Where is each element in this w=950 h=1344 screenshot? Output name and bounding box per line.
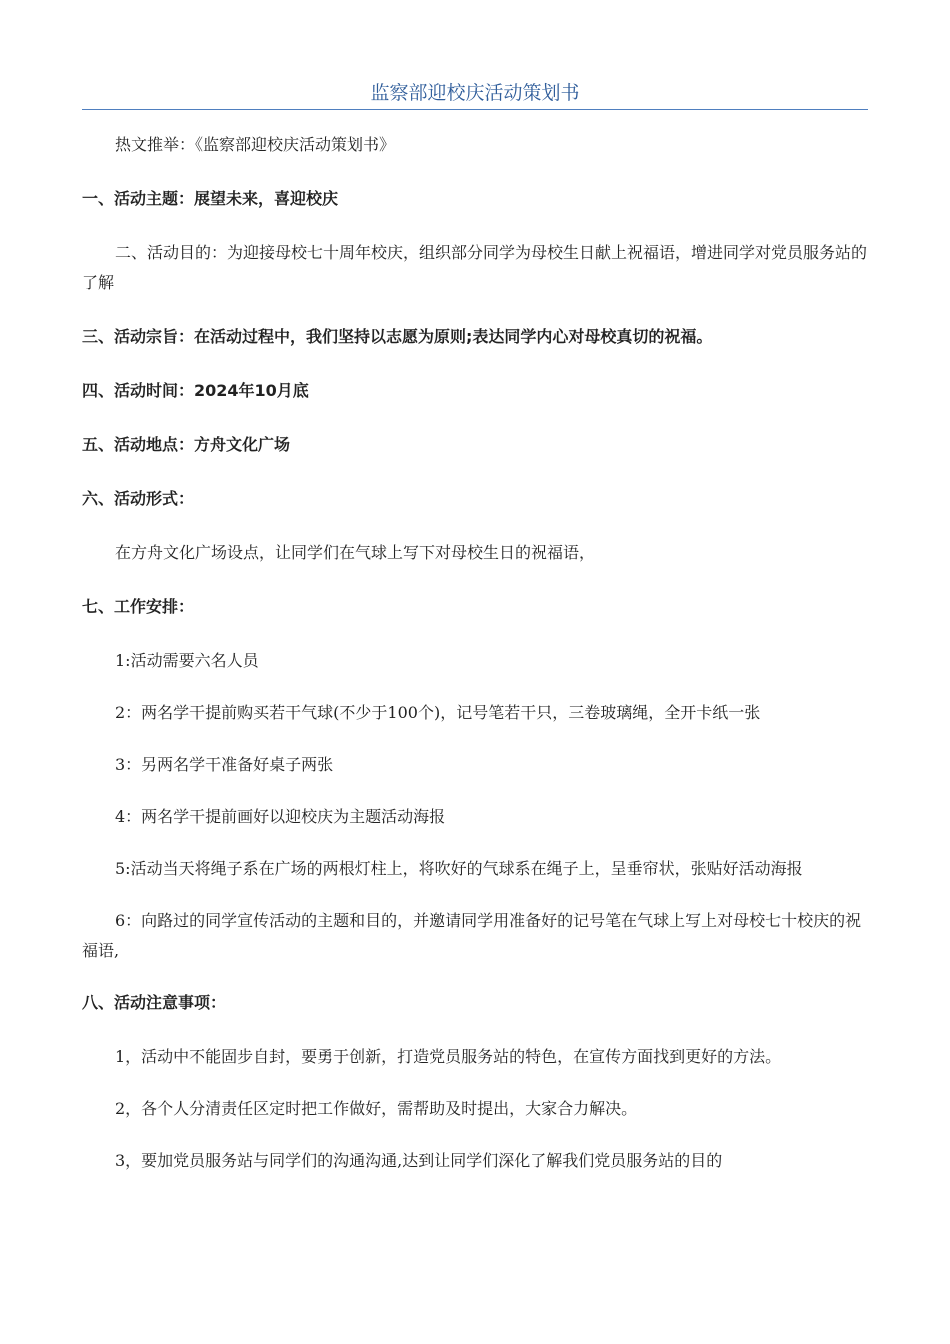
work-item: 4：两名学干提前画好以迎校庆为主题活动海报	[115, 807, 446, 826]
title-underline	[82, 109, 868, 110]
heading-theme: 一、活动主题：展望未来，喜迎校庆	[82, 189, 339, 208]
recommend-line: 热文推举：《监察部迎校庆活动策划书》	[115, 135, 396, 154]
heading-work: 七、工作安排：	[82, 597, 195, 616]
heading-location: 五、活动地点：方舟文化广场	[82, 435, 291, 454]
document-page	[82, 78, 868, 1176]
paragraph-purpose: 二、活动目的：为迎接母校七十周年校庆，组织部分同学为母校生日献上祝福语，增进同学对党员服务站的了解	[82, 243, 868, 292]
work-item: 2：两名学干提前购买若干气球(不少于100个)，记号笔若干只，三卷玻璃绳，全开卡纸一张	[115, 703, 761, 722]
work-item: 5:活动当天将绳子系在广场的两根灯柱上，将吹好的气球系在绳子上，呈垂帘状，张贴好活动海报	[115, 859, 803, 878]
note-item: 1，活动中不能固步自封，要勇于创新，打造党员服务站的特色，在宣传方面找到更好的方法。	[115, 1047, 782, 1066]
work-item: 1:活动需要六名人员	[115, 651, 259, 670]
paragraph-form: 在方舟文化广场设点，让同学们在气球上写下对母校生日的祝福语，	[115, 543, 596, 562]
note-item: 3，要加党员服务站与同学们的沟通沟通,达到让同学们深化了解我们党员服务站的目的	[115, 1151, 723, 1170]
note-item: 2，各个人分清责任区定时把工作做好，需帮助及时提出，大家合力解决。	[115, 1099, 638, 1118]
work-item: 3：另两名学干准备好桌子两张	[115, 755, 334, 774]
work-item: 6：向路过的同学宣传活动的主题和目的，并邀请同学用准备好的记号笔在气球上写上对母校七十校庆的祝福语,	[82, 911, 862, 960]
document-title: 监察部迎校庆活动策划书	[370, 82, 580, 104]
heading-notes: 八、活动注意事项：	[82, 993, 227, 1012]
heading-principle: 三、活动宗旨：在活动过程中，我们坚持以志愿为原则;表达同学内心对母校真切的祝福。	[82, 327, 713, 346]
heading-time: 四、活动时间：2024年10月底	[82, 381, 309, 400]
heading-form: 六、活动形式：	[82, 489, 195, 508]
